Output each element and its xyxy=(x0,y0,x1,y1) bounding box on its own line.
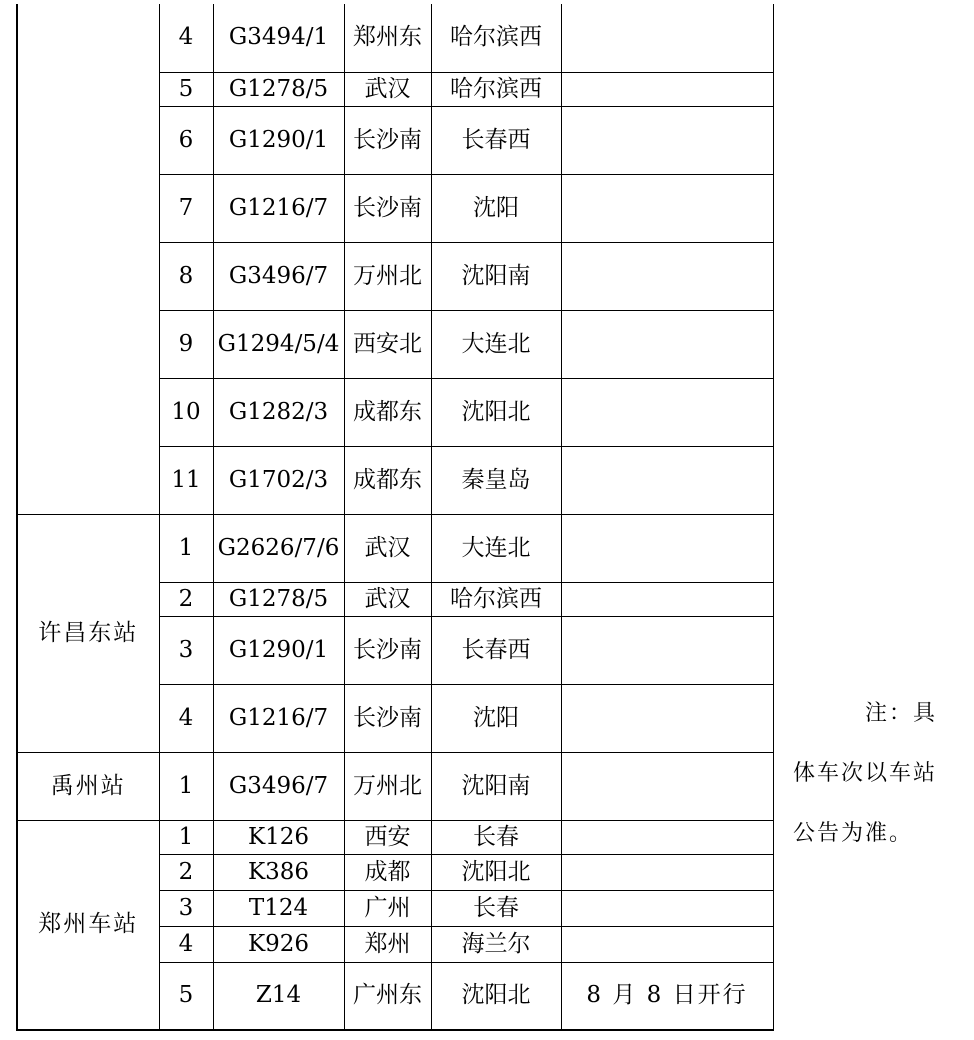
train-number-cell: K126 xyxy=(213,820,344,854)
row-number-cell: 4 xyxy=(159,684,213,752)
destination-cell: 秦皇岛 xyxy=(431,446,561,514)
origin-cell: 武汉 xyxy=(344,514,431,582)
row-number-cell: 11 xyxy=(159,446,213,514)
destination-cell: 大连北 xyxy=(431,514,561,582)
remark-cell: 8 月 8 日开行 xyxy=(561,962,773,1030)
station-cell: 许昌东站 xyxy=(17,514,159,752)
station-cell xyxy=(17,4,159,514)
train-number-cell: G1294/5/4 xyxy=(213,310,344,378)
destination-cell: 沈阳南 xyxy=(431,752,561,820)
origin-cell: 万州北 xyxy=(344,242,431,310)
origin-cell: 长沙南 xyxy=(344,106,431,174)
table-row xyxy=(17,820,773,854)
destination-cell: 沈阳南 xyxy=(431,242,561,310)
origin-cell: 长沙南 xyxy=(344,684,431,752)
origin-cell: 成都东 xyxy=(344,446,431,514)
destination-cell: 长春西 xyxy=(431,616,561,684)
origin-cell: 长沙南 xyxy=(344,174,431,242)
destination-cell: 沈阳 xyxy=(431,174,561,242)
origin-cell: 成都东 xyxy=(344,378,431,446)
remark-cell xyxy=(561,242,773,310)
remark-cell xyxy=(561,72,773,106)
train-number-cell: G2626/7/6 xyxy=(213,514,344,582)
origin-cell: 武汉 xyxy=(344,72,431,106)
train-number-cell: G1702/3 xyxy=(213,446,344,514)
destination-cell: 沈阳北 xyxy=(431,378,561,446)
remark-cell xyxy=(561,752,773,820)
train-number-cell: G1278/5 xyxy=(213,72,344,106)
row-number-cell: 8 xyxy=(159,242,213,310)
train-number-cell: G1216/7 xyxy=(213,684,344,752)
origin-cell: 广州 xyxy=(344,890,431,926)
remark-cell xyxy=(561,616,773,684)
train-number-cell: G3494/1 xyxy=(213,4,344,72)
destination-cell: 大连北 xyxy=(431,310,561,378)
row-number-cell: 4 xyxy=(159,4,213,72)
train-number-cell: G1278/5 xyxy=(213,582,344,616)
train-number-cell: G1290/1 xyxy=(213,106,344,174)
remark-cell xyxy=(561,582,773,616)
row-number-cell: 2 xyxy=(159,854,213,890)
train-schedule-table-wrapper xyxy=(16,4,774,1031)
train-number-cell: G1290/1 xyxy=(213,616,344,684)
destination-cell: 海兰尔 xyxy=(431,926,561,962)
origin-cell: 郑州东 xyxy=(344,4,431,72)
remark-cell xyxy=(561,684,773,752)
table-row xyxy=(17,4,773,72)
remark-cell xyxy=(561,926,773,962)
row-number-cell: 1 xyxy=(159,514,213,582)
row-number-cell: 3 xyxy=(159,890,213,926)
destination-cell: 长春 xyxy=(431,820,561,854)
remark-cell xyxy=(561,514,773,582)
remark-cell xyxy=(561,854,773,890)
destination-cell: 哈尔滨西 xyxy=(431,4,561,72)
row-number-cell: 9 xyxy=(159,310,213,378)
remark-cell xyxy=(561,446,773,514)
origin-cell: 武汉 xyxy=(344,582,431,616)
destination-cell: 沈阳北 xyxy=(431,854,561,890)
remark-cell xyxy=(561,174,773,242)
row-number-cell: 3 xyxy=(159,616,213,684)
remark-cell xyxy=(561,4,773,72)
row-number-cell: 4 xyxy=(159,926,213,962)
row-number-cell: 1 xyxy=(159,752,213,820)
row-number-cell: 5 xyxy=(159,962,213,1030)
remark-cell xyxy=(561,378,773,446)
origin-cell: 西安北 xyxy=(344,310,431,378)
origin-cell: 万州北 xyxy=(344,752,431,820)
train-schedule-table xyxy=(16,4,774,1031)
train-number-cell: G1282/3 xyxy=(213,378,344,446)
station-cell: 禹州站 xyxy=(17,752,159,820)
train-number-cell: G3496/7 xyxy=(213,242,344,310)
row-number-cell: 5 xyxy=(159,72,213,106)
destination-cell: 哈尔滨西 xyxy=(431,72,561,106)
table-row xyxy=(17,752,773,820)
train-number-cell: T124 xyxy=(213,890,344,926)
destination-cell: 沈阳 xyxy=(431,684,561,752)
row-number-cell: 1 xyxy=(159,820,213,854)
remark-cell xyxy=(561,106,773,174)
origin-cell: 长沙南 xyxy=(344,616,431,684)
destination-cell: 哈尔滨西 xyxy=(431,582,561,616)
origin-cell: 西安 xyxy=(344,820,431,854)
remark-cell xyxy=(561,890,773,926)
remark-cell xyxy=(561,310,773,378)
row-number-cell: 7 xyxy=(159,174,213,242)
remark-cell xyxy=(561,820,773,854)
train-number-cell: K926 xyxy=(213,926,344,962)
origin-cell: 成都 xyxy=(344,854,431,890)
origin-cell: 广州东 xyxy=(344,962,431,1030)
origin-cell: 郑州 xyxy=(344,926,431,962)
destination-cell: 长春西 xyxy=(431,106,561,174)
table-row xyxy=(17,514,773,582)
destination-cell: 沈阳北 xyxy=(431,962,561,1030)
train-number-cell: G3496/7 xyxy=(213,752,344,820)
train-number-cell: G1216/7 xyxy=(213,174,344,242)
train-number-cell: K386 xyxy=(213,854,344,890)
note-text: 注：具体车次以车站公告为准。 xyxy=(793,701,938,846)
row-number-cell: 6 xyxy=(159,106,213,174)
row-number-cell: 10 xyxy=(159,378,213,446)
train-number-cell: Z14 xyxy=(213,962,344,1030)
station-cell: 郑州车站 xyxy=(17,820,159,1030)
destination-cell: 长春 xyxy=(431,890,561,926)
row-number-cell: 2 xyxy=(159,582,213,616)
